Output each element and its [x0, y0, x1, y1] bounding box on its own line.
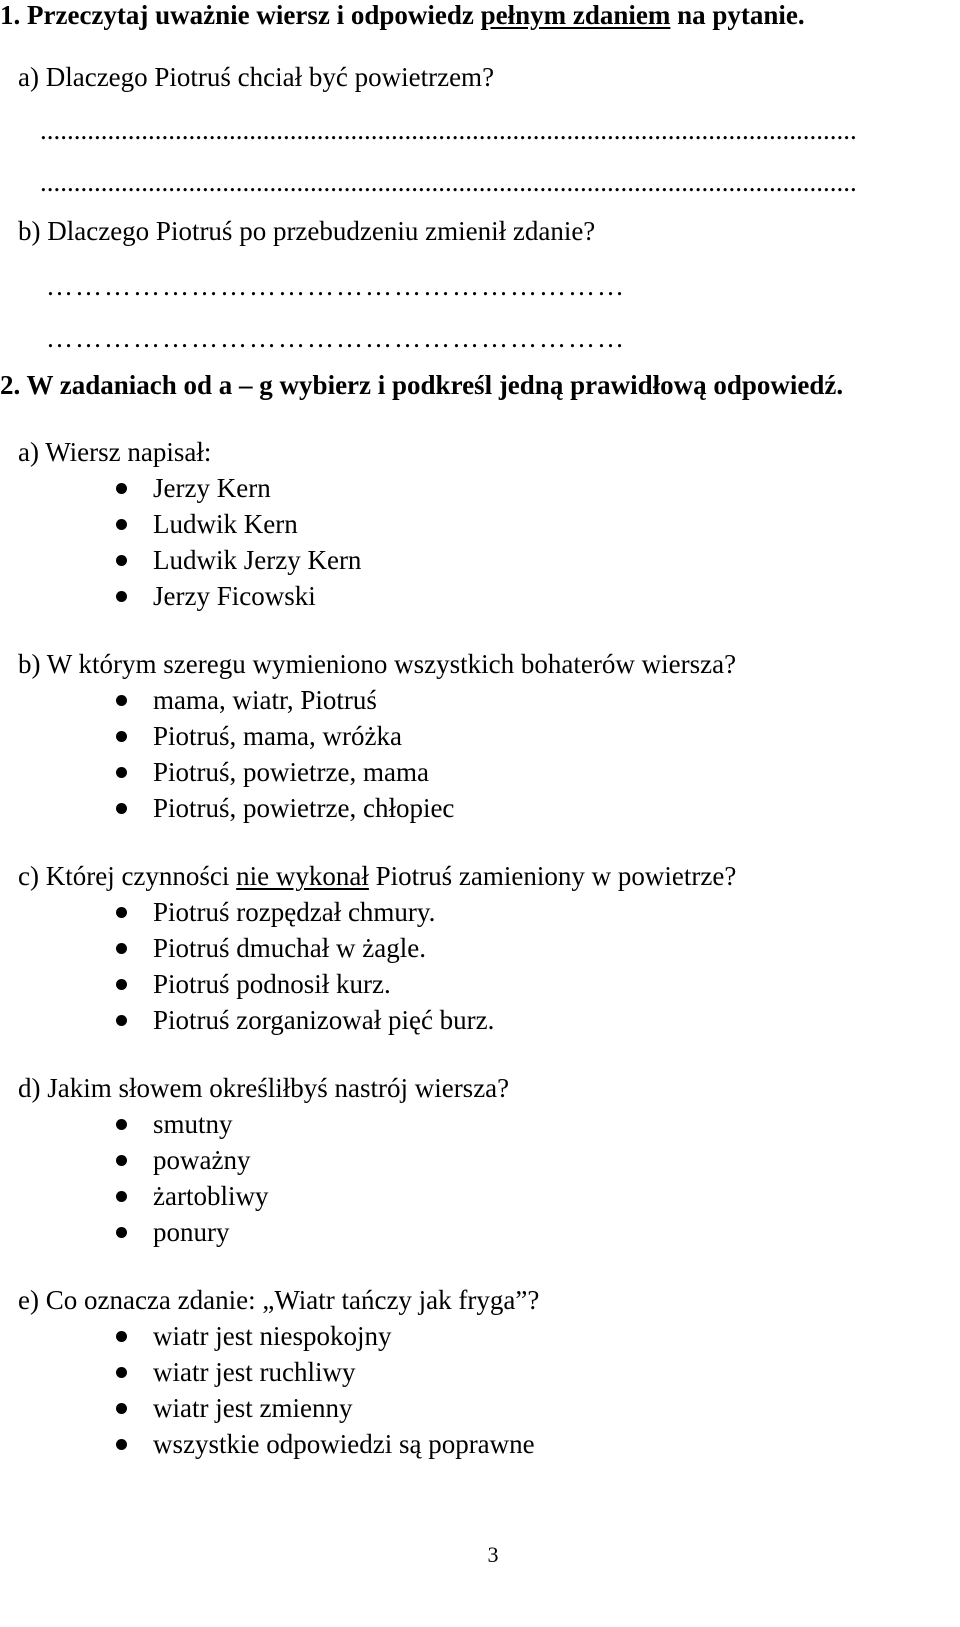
options-list-e: [0, 1318, 535, 1462]
option-a1[interactable]: [0, 470, 361, 506]
bullet-icon: [116, 555, 127, 566]
answer-line-a1[interactable]: .........................................................................................................................: [40, 115, 857, 145]
task1-question-a: a) Dlaczego Piotruś chciał być powietrzem?: [18, 62, 495, 92]
answer-line-b1[interactable]: ……………………………………………………: [46, 271, 626, 301]
bullet-icon: [116, 1439, 127, 1450]
task1-heading: [0, 0, 805, 33]
option-label: wszystkie odpowiedzi są poprawne: [153, 1429, 535, 1459]
option-b3[interactable]: [0, 754, 454, 790]
option-d3[interactable]: [0, 1178, 268, 1214]
option-label: smutny: [153, 1109, 233, 1139]
page-number: 3: [487, 1542, 499, 1567]
option-label: żartobliwy: [153, 1181, 269, 1211]
bullet-icon: [116, 803, 127, 814]
task2-question-c: [18, 858, 736, 894]
question-c-end: Piotruś zamieniony w powietrze?: [368, 861, 737, 891]
bullet-icon: [116, 1191, 127, 1202]
option-e3[interactable]: [0, 1390, 535, 1426]
options-list-c: [0, 894, 494, 1038]
option-label: mama, wiatr, Piotruś: [153, 685, 377, 715]
option-a2[interactable]: [0, 506, 361, 542]
bullet-icon: [116, 979, 127, 990]
answer-line-b2[interactable]: ……………………………………………………: [46, 323, 626, 353]
option-label: Piotruś dmuchał w żagle.: [153, 933, 426, 963]
bullet-icon: [116, 1155, 127, 1166]
options-list-b: [0, 682, 454, 826]
option-label: Ludwik Kern: [153, 509, 298, 539]
option-a4[interactable]: [0, 578, 361, 614]
bullet-icon: [116, 519, 127, 530]
option-label: Piotruś, powietrze, mama: [153, 757, 429, 787]
option-label: Piotruś zorganizował pięć burz.: [153, 1005, 495, 1035]
task2-question-a: a) Wiersz napisał:: [18, 437, 212, 467]
bullet-icon: [116, 1331, 127, 1342]
option-d2[interactable]: [0, 1142, 268, 1178]
task2-question-b: b) W którym szeregu wymieniono wszystkich bohaterów wiersza?: [18, 649, 737, 679]
option-label: poważny: [153, 1145, 251, 1175]
bullet-icon: [116, 1227, 127, 1238]
bullet-icon: [116, 1367, 127, 1378]
bullet-icon: [116, 731, 127, 742]
option-label: Piotruś podnosił kurz.: [153, 969, 391, 999]
task1-question-b: b) Dlaczego Piotruś po przebudzeniu zmienił zdanie?: [18, 216, 596, 246]
options-list-a: [0, 470, 361, 614]
question-c-text: c) Której czynności: [18, 861, 237, 891]
option-label: Jerzy Kern: [153, 473, 271, 503]
bullet-icon: [116, 591, 127, 602]
option-label: wiatr jest zmienny: [153, 1393, 353, 1423]
answer-line-a2[interactable]: .........................................................................................................................: [40, 167, 857, 197]
option-label: Ludwik Jerzy Kern: [153, 545, 362, 575]
bullet-icon: [116, 1015, 127, 1026]
option-b4[interactable]: [0, 790, 454, 826]
option-label: ponury: [153, 1217, 230, 1247]
bullet-icon: [116, 1119, 127, 1130]
option-c3[interactable]: [0, 966, 494, 1002]
bullet-icon: [116, 767, 127, 778]
option-b2[interactable]: [0, 718, 454, 754]
task2-heading: 2. W zadaniach od a – g wybierz i podkreśl jedną prawidłową odpowiedź.: [0, 370, 844, 400]
option-e4[interactable]: [0, 1426, 535, 1462]
task1-heading-text: 1. Przeczytaj uważnie wiersz i odpowiedz: [0, 0, 481, 30]
option-e2[interactable]: [0, 1354, 535, 1390]
option-c2[interactable]: [0, 930, 494, 966]
task1-heading-end: na pytanie.: [670, 0, 805, 30]
options-list-d: [0, 1106, 268, 1250]
option-b1[interactable]: [0, 682, 454, 718]
task2-question-e: e) Co oznacza zdanie: „Wiatr tańczy jak fryga”?: [18, 1285, 540, 1315]
task2-question-d: d) Jakim słowem określiłbyś nastrój wiersza?: [18, 1073, 510, 1103]
option-label: Jerzy Ficowski: [153, 581, 316, 611]
option-label: wiatr jest niespokojny: [153, 1321, 392, 1351]
option-label: Piotruś rozpędzał chmury.: [153, 897, 436, 927]
option-label: Piotruś, powietrze, chłopiec: [153, 793, 455, 823]
bullet-icon: [116, 483, 127, 494]
option-c1[interactable]: [0, 894, 494, 930]
bullet-icon: [116, 1403, 127, 1414]
option-a3[interactable]: [0, 542, 361, 578]
option-label: Piotruś, mama, wróżka: [153, 721, 402, 751]
option-d1[interactable]: [0, 1106, 268, 1142]
question-c-underlined: nie wykonał: [236, 861, 369, 891]
option-label: wiatr jest ruchliwy: [153, 1357, 356, 1387]
option-e1[interactable]: [0, 1318, 535, 1354]
option-c4[interactable]: [0, 1002, 494, 1038]
task1-heading-underlined: pełnym zdaniem: [480, 0, 671, 30]
bullet-icon: [116, 907, 127, 918]
bullet-icon: [116, 943, 127, 954]
option-d4[interactable]: [0, 1214, 268, 1250]
bullet-icon: [116, 695, 127, 706]
